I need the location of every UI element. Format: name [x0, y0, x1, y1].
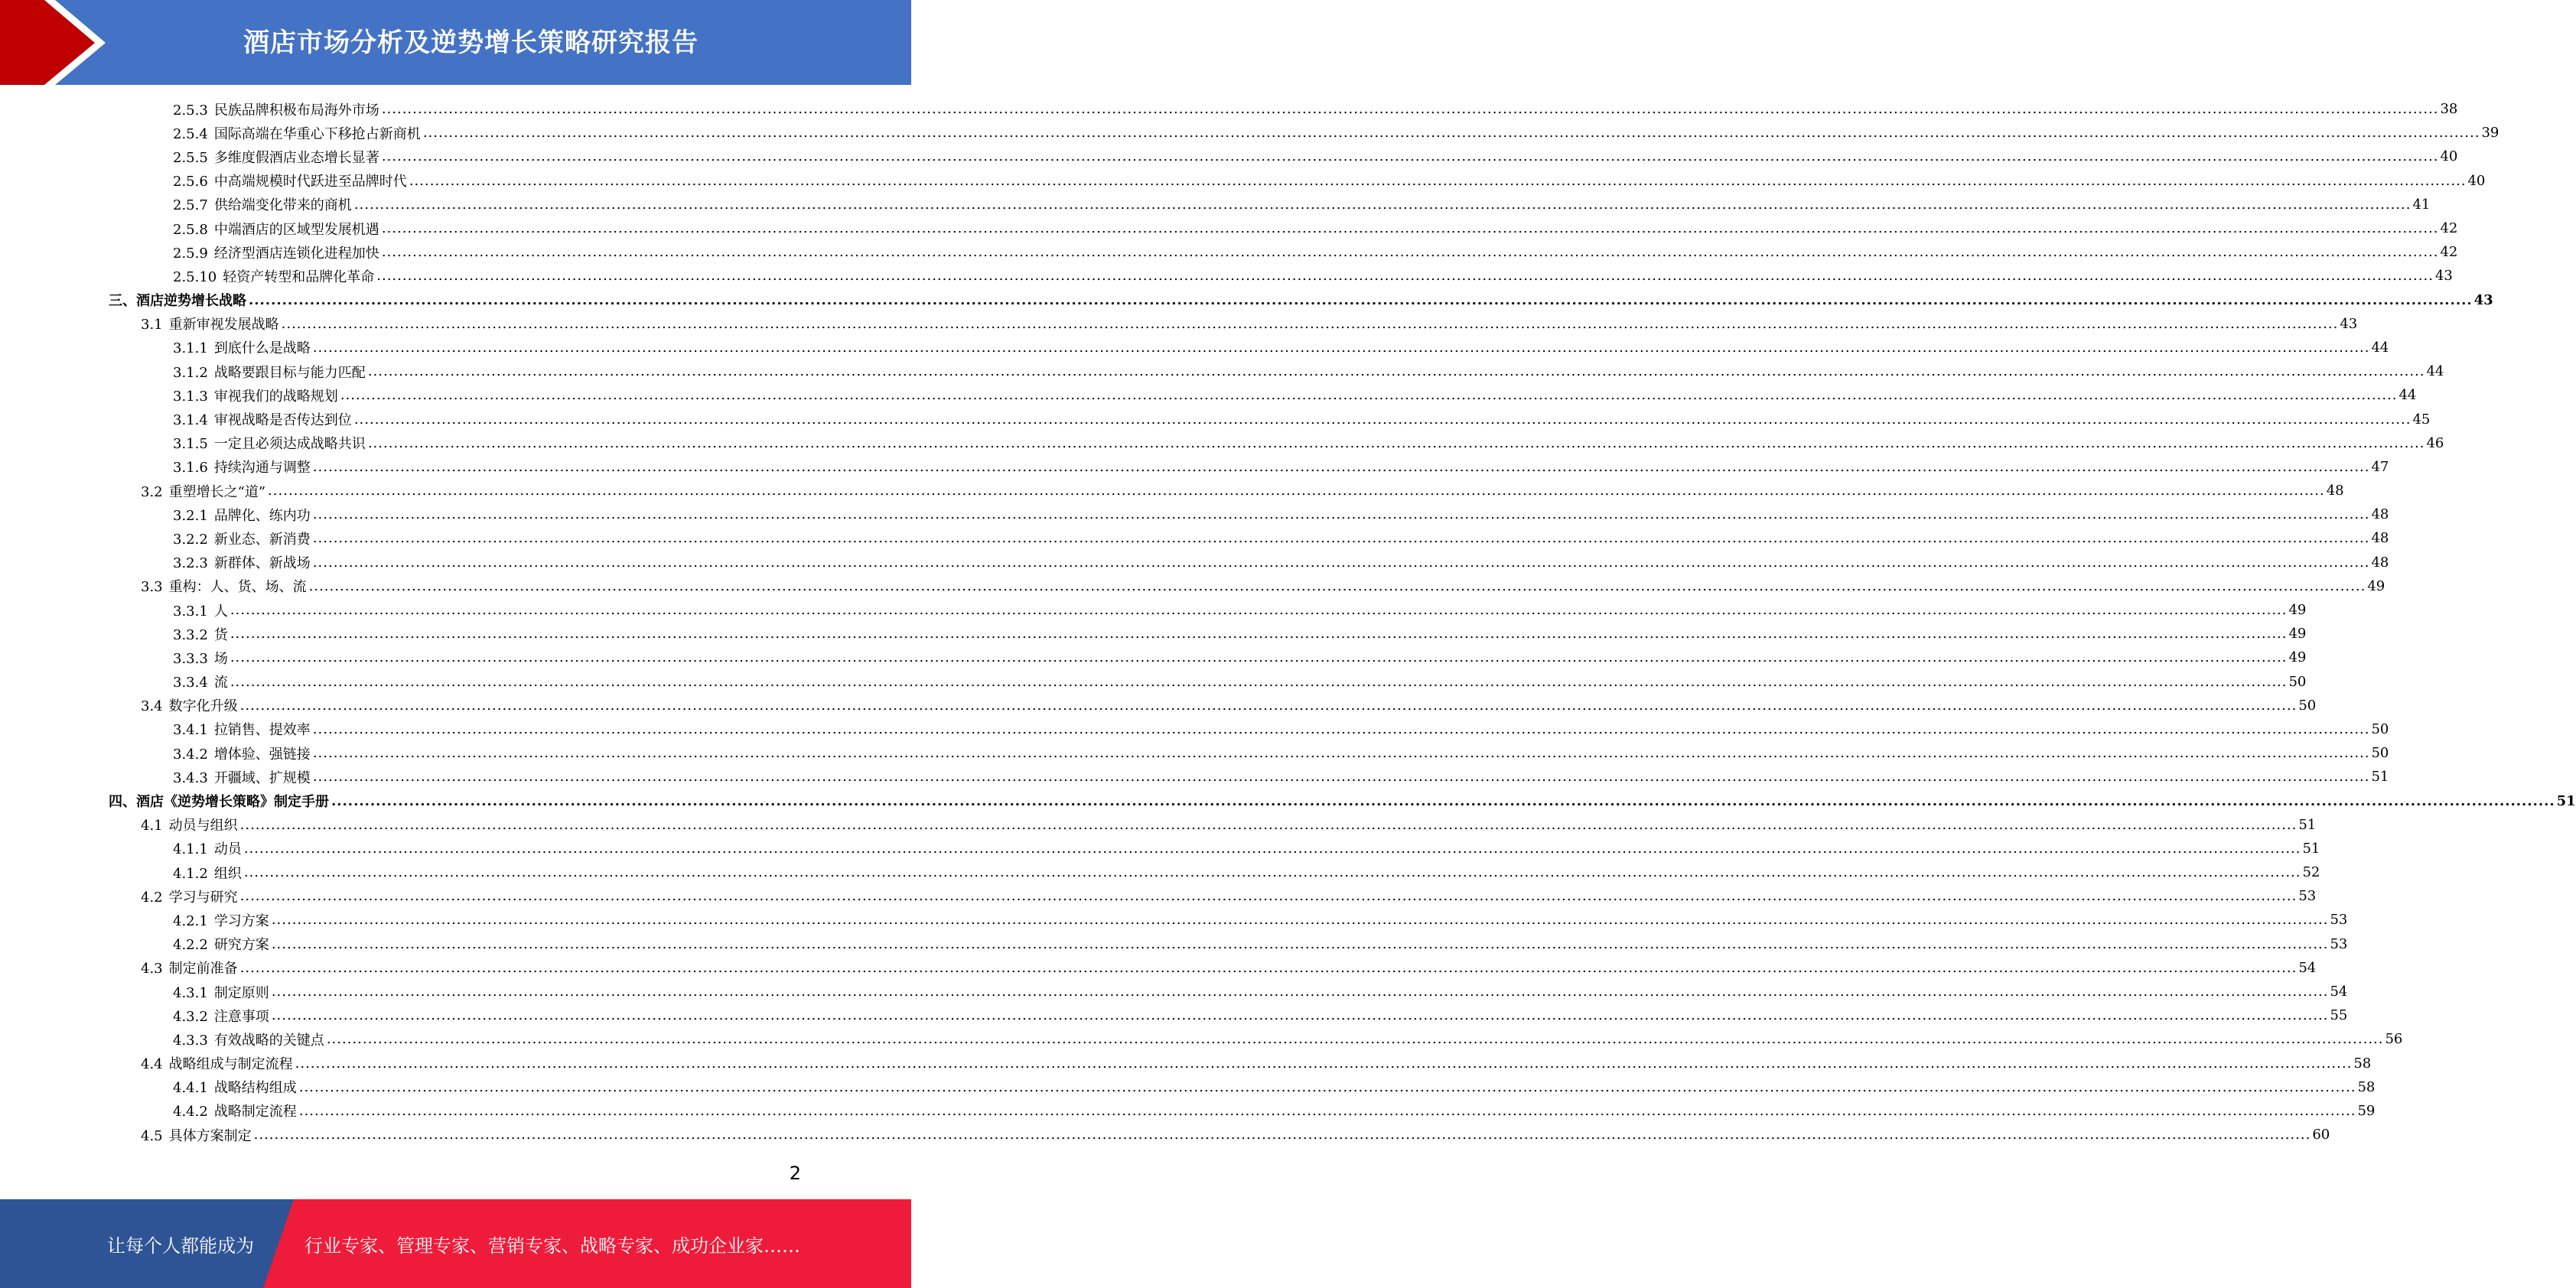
toc-entry-title: 有效战略的关键点 [213, 1032, 324, 1049]
toc-dot-leader: ................................................................................................................................................................................................................................................................................................................................................................................................................ [253, 1127, 2311, 1143]
toc-entry-number: 4.1.2 [173, 865, 208, 882]
toc-entry-page: 44 [2399, 387, 2417, 404]
toc-entry-page: 43 [2473, 291, 2493, 308]
toc-entry-label [173, 624, 228, 644]
toc-entry-page: 44 [2426, 363, 2444, 380]
toc-dot-leader: ................................................................................................................................................................................................................................................................................................................................................................................................................ [308, 577, 2366, 594]
toc-entry-number: 3.4.1 [173, 722, 208, 739]
toc-entry-title: 审视战略是否传达到位 [213, 412, 352, 429]
toc-entry[interactable] [0, 503, 2389, 526]
toc-entry-page: 51 [2302, 840, 2320, 857]
toc-entry-label [173, 910, 269, 930]
toc-entry[interactable] [0, 646, 2307, 669]
toc-entry[interactable] [0, 670, 2307, 694]
toc-entry-label [173, 505, 311, 525]
toc-entry[interactable] [0, 598, 2307, 622]
toc-entry-title: 中高端规模时代跃进至品牌时代 [213, 174, 407, 190]
toc-entry-title: 民族品牌积极布局海外市场 [213, 102, 379, 119]
toc-dot-leader: ................................................................................................................................................................................................................................................................................................................................................................................................................ [230, 673, 2288, 690]
toc-entry[interactable] [0, 574, 2385, 598]
toc-entry-label [173, 1077, 297, 1097]
page-number: 2 [789, 1163, 801, 1184]
toc-dot-leader: ................................................................................................................................................................................................................................................................................................................................................................................................................ [312, 458, 2370, 475]
toc-entry-page: 51 [2371, 769, 2389, 785]
toc-entry-label [173, 838, 242, 858]
toc-entry[interactable] [0, 240, 2458, 264]
toc-entry-number: 3.1.3 [173, 388, 208, 405]
toc-entry-title: 制定原则 [213, 984, 269, 1001]
toc-dot-leader: ................................................................................................................................................................................................................................................................................................................................................................................................................ [312, 339, 2370, 356]
toc-entry-number: 4.3.3 [173, 1032, 208, 1049]
toc-entry-title: 注意事项 [213, 1008, 269, 1025]
toc-entry[interactable] [0, 980, 2348, 1003]
toc-entry-page: 58 [2357, 1078, 2376, 1095]
toc-entry[interactable] [0, 551, 2389, 574]
toc-entry-label [173, 672, 228, 691]
toc-entry-title: 战略要跟目标与能力匹配 [213, 364, 366, 381]
toc-entry-label [173, 337, 311, 357]
toc-entry-title: 流 [213, 675, 228, 691]
document-title: 酒店市场分析及逆势增长策略研究报告 [243, 27, 699, 58]
toc-entry-page: 51 [2556, 792, 2576, 809]
toc-dot-leader: ................................................................................................................................................................................................................................................................................................................................................................................................................ [271, 935, 2329, 952]
toc-entry[interactable] [0, 837, 2320, 860]
toc-entry-title: 重构：人、货、场、流 [168, 579, 307, 596]
toc-dot-leader: ................................................................................................................................................................................................................................................................................................................................................................................................................ [409, 172, 2467, 189]
toc-dot-leader: ................................................................................................................................................................................................................................................................................................................................................................................................................ [422, 125, 2480, 141]
toc-entry-page: 58 [2353, 1055, 2372, 1072]
toc-entry-page: 55 [2330, 1007, 2348, 1024]
toc-entry[interactable] [0, 1123, 2330, 1147]
toc-entry-number: 3.2.2 [173, 531, 208, 548]
toc-dot-leader: ................................................................................................................................................................................................................................................................................................................................................................................................................ [271, 984, 2329, 1000]
page-header [0, 0, 911, 85]
toc-entry-page: 43 [2434, 268, 2453, 285]
toc-entry-number: 3.1.2 [173, 364, 208, 381]
toc-entry[interactable] [0, 479, 2344, 503]
toc-entry-label [173, 123, 421, 143]
toc-dot-leader: ................................................................................................................................................................................................................................................................................................................................................................................................................ [230, 602, 2288, 619]
toc-entry-title: 持续沟通与调整 [213, 460, 311, 476]
toc-entry-label [141, 314, 279, 333]
toc-entry-page: 43 [2340, 315, 2358, 332]
toc-entry-number: 3.1.6 [173, 460, 208, 476]
toc-entry-page: 59 [2357, 1102, 2376, 1119]
toc-entry-label [173, 529, 311, 548]
toc-entry-number: 2.5.8 [173, 221, 208, 238]
toc-entry-number: 3.4.3 [173, 769, 208, 786]
toc-entry-number: 2.5.3 [173, 102, 208, 119]
toc-dot-leader: ................................................................................................................................................................................................................................................................................................................................................................................................................ [298, 1078, 2356, 1095]
toc-entry[interactable] [0, 97, 2458, 121]
toc-dot-leader: ................................................................................................................................................................................................................................................................................................................................................................................................................ [249, 291, 2473, 308]
toc-dot-leader: ................................................................................................................................................................................................................................................................................................................................................................................................................ [268, 483, 2325, 499]
toc-dot-leader: ................................................................................................................................................................................................................................................................................................................................................................................................................ [312, 720, 2370, 737]
toc-entry-label [109, 791, 329, 811]
toc-entry-label [173, 219, 379, 239]
toc-entry[interactable] [0, 908, 2348, 932]
toc-entry-title: 组织 [213, 865, 242, 882]
toc-dot-leader: ................................................................................................................................................................................................................................................................................................................................................................................................................ [381, 220, 2439, 237]
toc-entry-title: 拉销售、提效率 [213, 722, 311, 739]
toc-entry-number: 3.2 [141, 483, 163, 500]
toc-entry-page: 40 [2440, 148, 2458, 165]
toc-dot-leader: ................................................................................................................................................................................................................................................................................................................................................................................................................ [353, 411, 2412, 428]
toc-entry-page: 49 [2288, 626, 2307, 642]
toc-dot-leader: ................................................................................................................................................................................................................................................................................................................................................................................................................ [239, 888, 2298, 905]
toc-entry-page: 53 [2330, 912, 2348, 929]
toc-entry[interactable] [0, 765, 2389, 789]
toc-entry-title: 四、酒店《逆势增长策略》制定手册 [109, 794, 329, 811]
toc-dot-leader: ................................................................................................................................................................................................................................................................................................................................................................................................................ [312, 554, 2370, 571]
toc-entry-title: 新群体、新战场 [213, 555, 311, 572]
toc-entry[interactable] [0, 1075, 2376, 1099]
toc-entry-label [173, 99, 379, 119]
toc-entry-label [173, 385, 338, 405]
toc-dot-leader: ................................................................................................................................................................................................................................................................................................................................................................................................................ [239, 816, 2298, 833]
toc-entry-page: 50 [2371, 720, 2389, 737]
toc-entry-number: 4.5 [141, 1127, 163, 1144]
toc-entry-title: 三、酒店逆势增长战略 [109, 293, 246, 310]
toc-entry-number: 3.1 [141, 317, 163, 333]
toc-entry-number: 3.3.1 [173, 603, 208, 620]
toc-entry-title: 具体方案制定 [168, 1127, 252, 1144]
toc-entry[interactable] [0, 956, 2317, 980]
toc-entry-title: 制定前准备 [168, 961, 238, 977]
toc-entry-title: 增体验、强链接 [213, 746, 311, 763]
toc-entry[interactable] [0, 288, 2493, 312]
toc-entry-label [173, 171, 407, 190]
toc-entry[interactable] [0, 1099, 2376, 1123]
toc-entry-title: 数字化升级 [168, 698, 238, 715]
toc-entry-title: 重塑增长之“道” [168, 483, 266, 500]
toc-entry-title: 供给端变化带来的商机 [213, 197, 352, 214]
toc-entry-page: 53 [2330, 935, 2348, 952]
toc-entry-number: 4.4.1 [173, 1080, 208, 1097]
toc-entry-page: 39 [2481, 125, 2499, 141]
toc-entry[interactable] [0, 526, 2389, 550]
toc-entry-number: 4.4.2 [173, 1104, 208, 1120]
table-of-contents [0, 97, 2576, 1147]
toc-entry-page: 49 [2288, 649, 2307, 666]
toc-entry[interactable] [0, 312, 2358, 336]
toc-entry-number: 4.3.2 [173, 1008, 208, 1025]
toc-entry[interactable] [0, 717, 2389, 741]
toc-entry[interactable] [0, 1052, 2372, 1075]
toc-entry-page: 50 [2371, 745, 2389, 762]
toc-entry-number: 3.2.3 [173, 555, 208, 572]
toc-dot-leader: ................................................................................................................................................................................................................................................................................................................................................................................................................ [239, 697, 2298, 714]
toc-dot-leader: ................................................................................................................................................................................................................................................................................................................................................................................................................ [230, 626, 2288, 642]
toc-entry[interactable] [0, 1003, 2348, 1027]
toc-dot-leader: ................................................................................................................................................................................................................................................................................................................................................................................................................ [243, 864, 2301, 881]
toc-entry-number: 3.4.2 [173, 746, 208, 763]
toc-entry-label [141, 1125, 252, 1145]
toc-entry-title: 战略制定流程 [213, 1104, 297, 1120]
toc-dot-leader: ................................................................................................................................................................................................................................................................................................................................................................................................................ [312, 530, 2370, 547]
toc-entry-label [141, 958, 238, 977]
toc-entry-page: 56 [2385, 1031, 2403, 1048]
toc-entry-page: 53 [2298, 888, 2317, 905]
toc-entry-label [173, 934, 269, 954]
toc-entry-label [173, 194, 352, 214]
toc-entry[interactable] [0, 622, 2307, 646]
toc-entry-label [173, 552, 311, 572]
toc-entry-label [173, 863, 242, 883]
toc-entry-page: 40 [2467, 172, 2486, 189]
toc-entry[interactable] [0, 383, 2417, 407]
toc-entry-title: 中端酒店的区域型发展机遇 [213, 221, 379, 238]
toc-dot-leader: ................................................................................................................................................................................................................................................................................................................................................................................................................ [298, 1102, 2356, 1119]
toc-entry-label [173, 743, 311, 763]
toc-entry-number: 3.4 [141, 698, 163, 715]
toc-entry-title: 审视我们的战略规划 [213, 388, 338, 405]
toc-entry-label [173, 982, 269, 1002]
toc-dot-leader: ................................................................................................................................................................................................................................................................................................................................................................................................................ [367, 434, 2425, 451]
toc-entry-title: 学习与研究 [168, 889, 238, 906]
toc-entry-label [173, 409, 352, 429]
toc-entry-page: 52 [2302, 864, 2320, 881]
toc-entry-page: 41 [2412, 196, 2431, 213]
toc-entry-label [173, 1006, 269, 1026]
toc-entry[interactable] [0, 813, 2317, 837]
toc-dot-leader: ................................................................................................................................................................................................................................................................................................................................................................................................................ [381, 148, 2439, 165]
toc-entry-number: 3.1.4 [173, 412, 208, 429]
toc-dot-leader: ................................................................................................................................................................................................................................................................................................................................................................................................................ [312, 769, 2370, 785]
toc-entry-number: 3.3 [141, 579, 163, 596]
toc-entry-page: 49 [2288, 602, 2307, 619]
toc-entry-number: 2.5.9 [173, 245, 208, 262]
toc-dot-leader: ................................................................................................................................................................................................................................................................................................................................................................................................................ [376, 268, 2434, 285]
toc-entry-number: 4.2.1 [173, 912, 208, 929]
toc-dot-leader: ................................................................................................................................................................................................................................................................................................................................................................................................................ [381, 244, 2439, 261]
toc-entry[interactable] [0, 407, 2431, 431]
toc-entry[interactable] [0, 694, 2317, 717]
toc-entry[interactable] [0, 169, 2486, 193]
toc-entry-title: 轻资产转型和品牌化革命 [223, 268, 375, 285]
toc-entry[interactable] [0, 741, 2389, 765]
toc-entry-title: 多维度假酒店业态增长显著 [213, 149, 379, 166]
toc-entry-number: 4.2 [141, 889, 163, 906]
toc-entry-number: 2.5.10 [173, 268, 217, 285]
toc-entry-page: 54 [2298, 959, 2317, 976]
toc-entry-title: 货 [213, 626, 228, 643]
toc-entry-number: 4.1.1 [173, 841, 208, 858]
toc-entry-title: 重新审视发展战略 [168, 317, 279, 333]
toc-dot-leader: ................................................................................................................................................................................................................................................................................................................................................................................................................ [295, 1055, 2353, 1072]
toc-entry-page: 48 [2371, 554, 2389, 571]
toc-entry-title: 经济型酒店连锁化进程加快 [213, 245, 379, 262]
toc-entry-label [141, 695, 238, 715]
toc-entry-page: 54 [2330, 984, 2348, 1000]
toc-entry-number: 4.3.1 [173, 984, 208, 1001]
toc-entry-title: 到底什么是战略 [213, 340, 311, 357]
toc-entry-number: 4.1 [141, 818, 163, 834]
toc-entry-page: 48 [2326, 483, 2344, 499]
toc-entry[interactable] [0, 789, 2576, 812]
toc-entry-title: 动员与组织 [168, 818, 238, 834]
toc-entry-number: 4.2.2 [173, 937, 208, 954]
toc-entry-label [173, 719, 311, 739]
toc-entry-title: 国际高端在华重心下移抢占新商机 [213, 125, 421, 142]
toc-entry-title: 一定且必须达成战略共识 [213, 436, 366, 453]
toc-dot-leader: ................................................................................................................................................................................................................................................................................................................................................................................................................ [239, 959, 2298, 976]
toc-entry-page: 48 [2371, 530, 2389, 547]
toc-entry[interactable] [0, 431, 2444, 455]
toc-dot-leader: ................................................................................................................................................................................................................................................................................................................................................................................................................ [243, 840, 2301, 857]
toc-dot-leader: ................................................................................................................................................................................................................................................................................................................................................................................................................ [271, 1007, 2329, 1024]
toc-entry-label [173, 600, 228, 620]
toc-dot-leader: ................................................................................................................................................................................................................................................................................................................................................................................................................ [312, 745, 2370, 762]
toc-entry-label [173, 362, 366, 382]
toc-entry-number: 2.5.5 [173, 149, 208, 166]
toc-entry-page: 60 [2312, 1127, 2330, 1143]
toc-entry-page: 46 [2426, 434, 2444, 451]
toc-entry[interactable] [0, 884, 2317, 908]
toc-entry-label [173, 648, 228, 668]
toc-dot-leader: ................................................................................................................................................................................................................................................................................................................................................................................................................ [312, 506, 2370, 523]
toc-entry[interactable] [0, 932, 2348, 956]
toc-entry-label [173, 266, 374, 286]
toc-dot-leader: ................................................................................................................................................................................................................................................................................................................................................................................................................ [367, 363, 2425, 380]
toc-entry-page: 45 [2412, 411, 2431, 428]
toc-entry-page: 42 [2440, 244, 2458, 261]
toc-entry-number: 3.3.3 [173, 650, 208, 667]
header-arrow-decoration [0, 0, 115, 85]
toc-entry-page: 50 [2288, 673, 2307, 690]
toc-entry-title: 场 [213, 650, 228, 667]
page-footer [0, 1199, 911, 1288]
toc-entry-title: 研究方案 [213, 937, 269, 954]
toc-entry-label [173, 767, 311, 787]
toc-entry-page: 50 [2298, 697, 2317, 714]
toc-entry-page: 38 [2440, 101, 2458, 118]
toc-entry-label [173, 1029, 324, 1049]
toc-entry-title: 开疆域、扩规模 [213, 769, 311, 786]
toc-entry-number: 3.1.1 [173, 340, 208, 357]
toc-entry-number: 2.5.4 [173, 125, 208, 142]
toc-entry[interactable] [0, 216, 2458, 240]
toc-entry[interactable] [0, 1027, 2403, 1051]
toc-entry-title: 品牌化、练内功 [213, 507, 311, 524]
toc-entry-label [141, 481, 265, 501]
toc-entry-number: 3.3.4 [173, 675, 208, 691]
toc-entry-label [173, 1101, 297, 1120]
toc-entry-title: 人 [213, 603, 228, 620]
toc-entry-label [141, 576, 307, 596]
toc-entry-label [173, 242, 379, 262]
toc-entry-number: 4.3 [141, 961, 163, 977]
toc-dot-leader: ................................................................................................................................................................................................................................................................................................................................................................................................................ [340, 387, 2398, 404]
toc-entry-page: 44 [2371, 339, 2389, 356]
toc-dot-leader: ................................................................................................................................................................................................................................................................................................................................................................................................................ [281, 315, 2339, 332]
toc-entry-label [173, 433, 366, 453]
toc-entry-number: 4.4 [141, 1056, 163, 1073]
toc-entry-page: 42 [2440, 220, 2458, 237]
toc-entry-page: 51 [2298, 816, 2317, 833]
toc-entry-label [141, 1053, 293, 1073]
toc-entry-number: 3.3.2 [173, 626, 208, 643]
toc-entry[interactable] [0, 455, 2389, 479]
toc-entry[interactable] [0, 860, 2320, 884]
toc-entry-title: 学习方案 [213, 912, 269, 929]
toc-entry-title: 战略组成与制定流程 [168, 1056, 293, 1073]
toc-dot-leader: ................................................................................................................................................................................................................................................................................................................................................................................................................ [271, 912, 2329, 929]
toc-entry-label [173, 457, 311, 476]
toc-entry[interactable] [0, 336, 2389, 359]
toc-entry-label [109, 290, 246, 310]
toc-dot-leader: ................................................................................................................................................................................................................................................................................................................................................................................................................ [331, 792, 2555, 809]
toc-dot-leader: ................................................................................................................................................................................................................................................................................................................................................................................................................ [326, 1031, 2384, 1048]
toc-entry-title: 新业态、新消费 [213, 531, 311, 548]
toc-entry-label [141, 815, 238, 834]
toc-entry-page: 49 [2367, 577, 2385, 594]
toc-entry-page: 48 [2371, 506, 2389, 523]
toc-entry-label [141, 886, 238, 906]
toc-entry-label [173, 147, 379, 167]
toc-entry[interactable] [0, 359, 2444, 383]
footer-slogan-left: 让每个人都能成为 [107, 1234, 254, 1257]
toc-entry[interactable] [0, 264, 2453, 288]
toc-dot-leader: ................................................................................................................................................................................................................................................................................................................................................................................................................ [353, 196, 2412, 213]
toc-dot-leader: ................................................................................................................................................................................................................................................................................................................................................................................................................ [230, 649, 2288, 666]
toc-entry[interactable] [0, 121, 2499, 145]
toc-entry-number: 2.5.7 [173, 197, 208, 214]
toc-entry[interactable] [0, 193, 2431, 216]
toc-entry-number: 3.1.5 [173, 436, 208, 453]
toc-dot-leader: ................................................................................................................................................................................................................................................................................................................................................................................................................ [381, 101, 2439, 118]
toc-entry-page: 47 [2371, 458, 2389, 475]
toc-entry-title: 动员 [213, 841, 242, 858]
footer-slogan-right: 行业专家、管理专家、营销专家、战略专家、成功企业家…… [304, 1234, 800, 1257]
toc-entry-number: 3.2.1 [173, 507, 208, 524]
toc-entry-number: 2.5.6 [173, 174, 208, 190]
toc-entry[interactable] [0, 145, 2458, 168]
toc-entry-title: 战略结构组成 [213, 1080, 297, 1097]
